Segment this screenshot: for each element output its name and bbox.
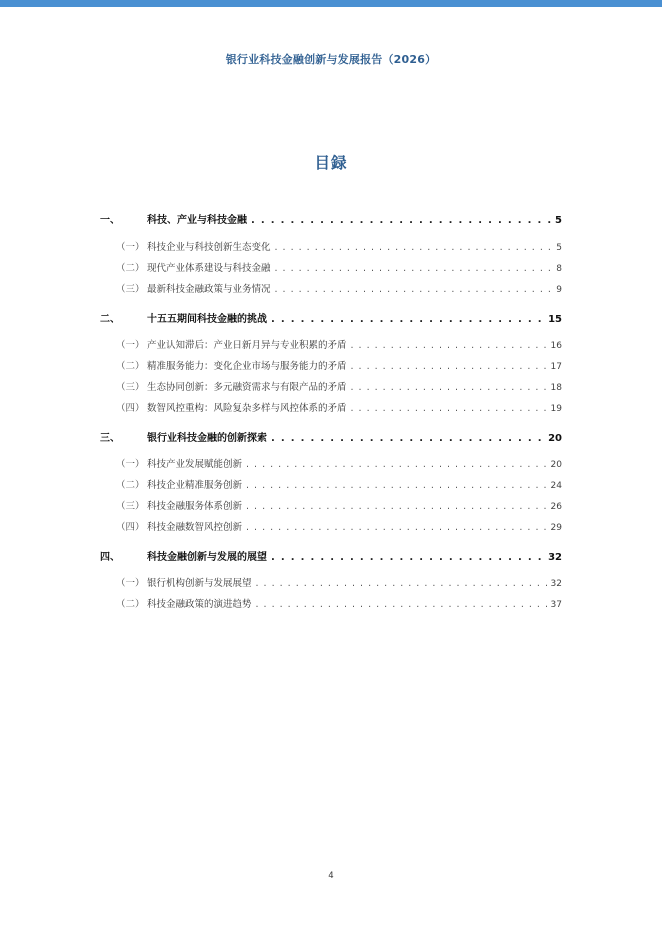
dot-leader — [256, 578, 547, 589]
section-page-number: 32 — [550, 579, 562, 589]
section-page-number: 24 — [550, 481, 562, 491]
toc-chapter-1[interactable] — [100, 211, 562, 227]
section-title: 科技产业发展赋能创新 — [147, 459, 243, 470]
section-page-number: 20 — [550, 460, 562, 470]
page-number: 4 — [328, 871, 334, 881]
dot-leader — [275, 284, 553, 295]
section-number: （三） — [116, 501, 145, 512]
toc-section-1-3[interactable] — [100, 281, 562, 297]
toc-section-2-1[interactable] — [100, 337, 562, 353]
section-number: （二） — [116, 480, 145, 491]
dot-leader — [351, 403, 547, 414]
section-title: 现代产业体系建设与科技金融 — [147, 263, 271, 274]
chapter-title: 十五五期间科技金融的挑战 — [147, 314, 267, 325]
chapter-number: 三、 — [100, 433, 120, 444]
section-title: 生态协同创新：多元融资需求与有限产品的矛盾 — [147, 382, 347, 393]
chapter-page-number: 32 — [548, 552, 562, 563]
section-page-number: 5 — [556, 243, 562, 253]
section-page-number: 17 — [550, 362, 562, 372]
chapter-page-number: 15 — [548, 314, 562, 325]
toc-chapter-3[interactable] — [100, 429, 562, 445]
dot-leader — [351, 361, 547, 372]
section-page-number: 16 — [550, 341, 562, 351]
toc-section-3-2[interactable] — [100, 477, 562, 493]
section-page-number: 8 — [556, 264, 562, 274]
section-title: 科技金融数智风控创新 — [147, 522, 243, 533]
section-page-number: 18 — [550, 383, 562, 393]
dot-leader — [246, 480, 547, 491]
toc-section-2-3[interactable] — [100, 379, 562, 395]
top-accent-bar — [0, 0, 662, 7]
toc-title: 目録 — [314, 154, 348, 172]
section-number: （二） — [116, 361, 145, 372]
chapter-number: 一、 — [100, 215, 120, 226]
section-number: （一） — [116, 459, 145, 470]
section-title: 产业认知滞后：产业日新月异与专业积累的矛盾 — [147, 340, 347, 351]
section-title: 科技金融政策的演进趋势 — [147, 599, 252, 610]
toc-section-2-2[interactable] — [100, 358, 562, 374]
section-number: （二） — [116, 599, 145, 610]
dot-leader — [256, 599, 547, 610]
section-number: （一） — [116, 242, 145, 253]
dot-leader — [246, 501, 547, 512]
dot-leader — [271, 552, 544, 563]
section-title: 最新科技金融政策与业务情况 — [147, 284, 271, 295]
toc-section-3-4[interactable] — [100, 519, 562, 535]
section-page-number: 19 — [550, 404, 562, 414]
section-title: 数智风控重构：风险复杂多样与风控体系的矛盾 — [147, 403, 347, 414]
toc-section-2-4[interactable] — [100, 400, 562, 416]
dot-leader — [246, 459, 547, 470]
section-number: （二） — [116, 263, 145, 274]
toc-chapter-2[interactable] — [100, 310, 562, 326]
section-number: （四） — [116, 403, 145, 414]
chapter-title: 科技金融创新与发展的展望 — [147, 552, 267, 563]
section-number: （四） — [116, 522, 145, 533]
dot-leader — [351, 340, 547, 351]
section-number: （一） — [116, 578, 145, 589]
section-page-number: 37 — [550, 600, 562, 610]
section-title: 科技企业精准服务创新 — [147, 480, 243, 491]
section-number: （三） — [116, 382, 145, 393]
section-page-number: 26 — [550, 502, 562, 512]
toc-section-3-1[interactable] — [100, 456, 562, 472]
toc-chapter-4[interactable] — [100, 548, 562, 564]
toc-section-4-1[interactable] — [100, 575, 562, 591]
dot-leader — [275, 263, 553, 274]
section-page-number: 9 — [556, 285, 562, 295]
dot-leader — [271, 314, 544, 325]
chapter-title: 银行业科技金融的创新探索 — [147, 433, 267, 444]
dot-leader — [351, 382, 547, 393]
section-title: 科技金融服务体系创新 — [147, 501, 243, 512]
section-title: 科技企业与科技创新生态变化 — [147, 242, 271, 253]
chapter-page-number: 20 — [548, 433, 562, 444]
chapter-number: 四、 — [100, 552, 120, 563]
section-title: 银行机构创新与发展展望 — [147, 578, 252, 589]
section-number: （一） — [116, 340, 145, 351]
chapter-title: 科技、产业与科技金融 — [147, 215, 247, 226]
section-title: 精准服务能力：变化企业市场与服务能力的矛盾 — [147, 361, 347, 372]
toc-section-3-3[interactable] — [100, 498, 562, 514]
running-header: 银行业科技金融创新与发展报告（2026） — [225, 53, 437, 66]
toc-section-4-2[interactable] — [100, 596, 562, 612]
section-number: （三） — [116, 284, 145, 295]
chapter-number: 二、 — [100, 314, 120, 325]
toc-section-1-1[interactable] — [100, 239, 562, 255]
toc-section-1-2[interactable] — [100, 260, 562, 276]
dot-leader — [271, 433, 544, 444]
section-page-number: 29 — [550, 523, 562, 533]
chapter-page-number: 5 — [555, 215, 562, 226]
dot-leader — [246, 522, 547, 533]
dot-leader — [275, 242, 553, 253]
dot-leader — [251, 215, 551, 226]
